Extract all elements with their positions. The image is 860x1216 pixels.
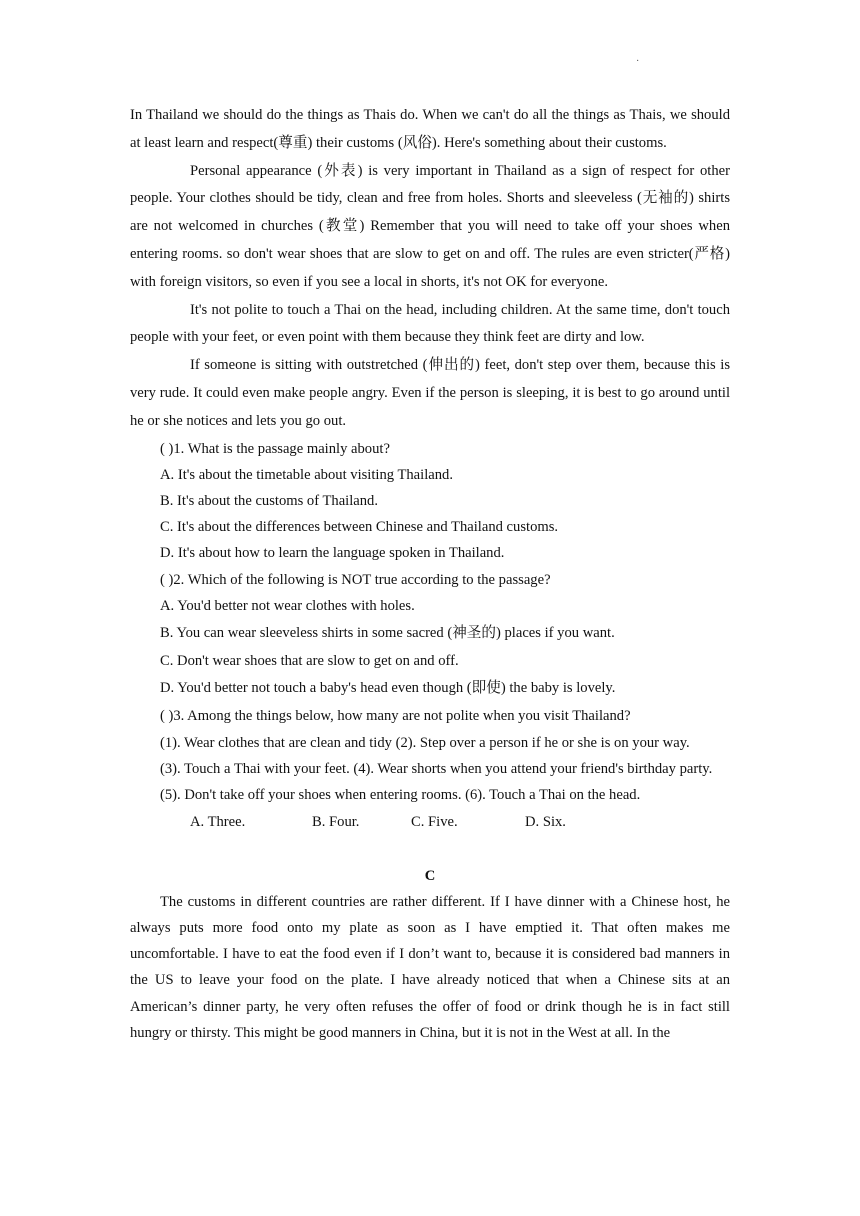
question-item: (1). Wear clothes that are clean and tidy (2). Step over a person if he or she is on your way. xyxy=(160,734,690,751)
document-content xyxy=(130,102,730,1046)
question-option: D. It's about how to learn the language spoken in Thailand. xyxy=(160,545,505,562)
question-item: (3). Touch a Thai with your feet. (4). Wear shorts when you attend your friend's birthday party. xyxy=(160,761,713,778)
passage-paragraph: The customs in different countries are rather different. If I have dinner with a Chinese host, he always puts more food onto my plate as soon as I have emptied it. That often makes me uncomfortable. I have to eat the food even if I don’t want to, because it is considered bad manners in the US to leave your food on the plate. I have already noticed that when a Chinese sits at an American’s dinner party, he very often refuses the offer of food or drink though he is in fact still hungry or thirsty. This might be good manners in China, but it is not in the West at all. In the xyxy=(130,893,730,1041)
question-option: A. You'd better not wear clothes with holes. xyxy=(160,597,415,614)
question-option: C. It's about the differences between Chinese and Thailand customs. xyxy=(160,519,559,536)
question-stem: ( )2. Which of the following is NOT true according to the passage? xyxy=(160,571,551,588)
section-title: C xyxy=(424,867,436,884)
question-option: B. It's about the customs of Thailand. xyxy=(160,492,378,509)
question-item: (5). Don't take off your shoes when entering rooms. (6). Touch a Thai on the head. xyxy=(160,787,641,804)
answer-choices xyxy=(130,809,730,835)
answer-choice-c: C. Five. xyxy=(411,813,458,830)
question-2 xyxy=(130,567,730,703)
answer-choice-d: D. Six. xyxy=(525,813,566,830)
passage-paragraph: It's not polite to touch a Thai on the head, including children. At the same time, don't touch people with your feet, or even point with them because they think feet are dirty and low. xyxy=(130,301,730,346)
passage-b xyxy=(130,102,730,436)
section-c xyxy=(130,863,730,1046)
question-option: B. You can wear sleeveless shirts in some sacred (神圣的) places if you want. xyxy=(160,624,615,641)
question-option: D. You'd better not touch a baby's head even though (即使) the baby is lovely. xyxy=(160,679,616,696)
answer-choice-b: B. Four. xyxy=(312,813,360,830)
answer-choice-a: A. Three. xyxy=(190,813,246,830)
passage-paragraph: Personal appearance (外表) is very important in Thailand as a sign of respect for other people. Your clothes should be tidy, clean and free from holes. Shorts and sleeveless (无袖的) shirts are not welcomed in churches (教堂) Remember that you will need to take off your shoes when entering rooms. so don't wear shoes that are slow to get on and off. The rules are even stricter(严格) with foreign visitors, so even if you see a local in shorts, it's not OK for everyone. xyxy=(130,162,730,290)
passage-paragraph: In Thailand we should do the things as Thais do. When we can't do all the things as Thais, we should at least learn and respect(尊重) their customs (风俗). Here's something about their customs. xyxy=(130,107,730,151)
question-option: A. It's about the timetable about visiting Thailand. xyxy=(160,466,453,483)
header-mark: · xyxy=(636,56,640,67)
passage-paragraph: If someone is sitting with outstretched (伸出的) feet, don't step over them, because this is very rude. It could even make people angry. Even if the person is sleeping, it is best to go around until he or she notices and lets you go out. xyxy=(130,357,730,429)
question-stem: ( )3. Among the things below, how many are not polite when you visit Thailand? xyxy=(160,707,631,724)
question-stem: ( )1. What is the passage mainly about? xyxy=(160,440,390,457)
question-option: C. Don't wear shoes that are slow to get on and off. xyxy=(160,652,459,669)
question-3 xyxy=(130,703,730,835)
question-1 xyxy=(130,436,730,567)
